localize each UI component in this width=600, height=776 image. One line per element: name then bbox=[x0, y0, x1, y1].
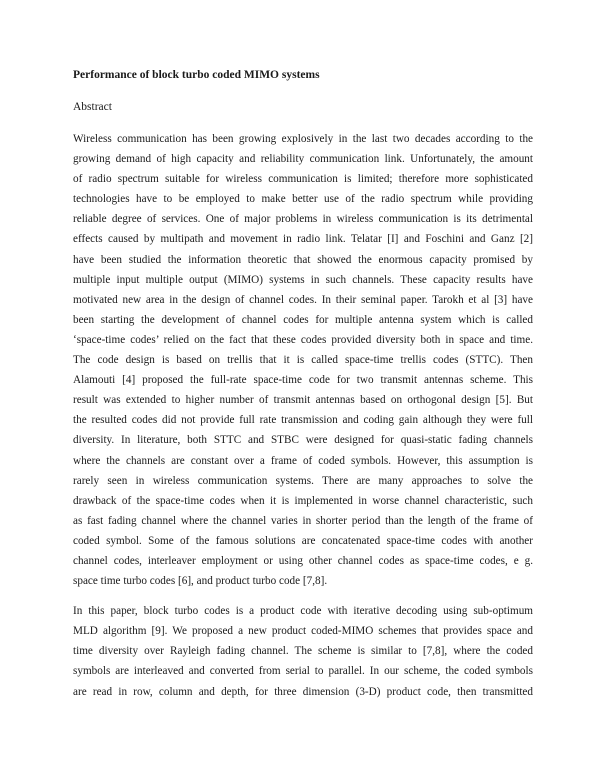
text-line: MLD algorithm [9]. We proposed a new product coded-MIMO schemes that provides space and bbox=[73, 625, 533, 638]
text-line: Wireless communication has been growing explosively in the last two decades according to the bbox=[73, 133, 533, 145]
text-line: drawback of the space-time codes when it is implemented in worse channel characteristic, such bbox=[73, 494, 533, 507]
text-line: symbols are interleaved and converted from serial to parallel. In our scheme, the coded symbols bbox=[73, 665, 533, 678]
text-line: are read in row, column and depth, for three dimension (3-D) product code, then transmitted bbox=[73, 685, 533, 698]
paper-title: Performance of block turbo coded MIMO systems bbox=[73, 69, 320, 81]
text-line: motivated new area in the design of channel codes. In their seminal paper. Tarokh et al [3] have bbox=[73, 293, 533, 306]
text-line: In this paper, block turbo codes is a product code with iterative decoding using sub-optimum bbox=[73, 605, 533, 618]
text-line: reliable degree of services. One of major problems in wireless communication is its detrimental bbox=[73, 213, 533, 226]
document-page bbox=[73, 68, 533, 702]
text-line: ‘space-time codes’ relied on the fact that these codes provided diversity both in space and time. bbox=[73, 333, 533, 346]
text-line: space time turbo codes [6], and product turbo code [7,8]. bbox=[73, 575, 328, 588]
text-line: diversity. In literature, both STTC and STBC were designed for quasi-static fading channels bbox=[73, 434, 533, 447]
text-line: coded symbol. Some of the famous solutions are concatenated space-time codes with another bbox=[73, 534, 533, 547]
text-line: result was extended to higher number of transmit antennas based on orthogonal design [5]. But bbox=[73, 394, 533, 407]
text-line: growing demand of high capacity and reliability communication link. Unfortunately, the amount bbox=[73, 153, 533, 166]
text-line: where the channels are constant over a frame of coded symbols. However, this assumption is bbox=[73, 454, 533, 467]
text-line: of radio spectrum suitable for wireless communication is limited; therefore more sophisticated bbox=[73, 173, 533, 186]
abstract-paragraph-2 bbox=[73, 601, 533, 701]
text-line: as fast fading channel where the channel varies in shorter period than the length of the frame of bbox=[73, 514, 533, 527]
text-line: effects caused by multipath and movement in radio link. Telatar [I] and Foschini and Ganz [2] bbox=[73, 233, 533, 246]
text-line: the resulted codes did not provide full rate transmission and coding gain although they were full bbox=[73, 414, 533, 427]
text-line: Alamouti [4] proposed the full-rate space-time code for two transmit antennas scheme. This bbox=[73, 374, 533, 387]
text-line: rarely seen in wireless communication systems. There are many approaches to solve the bbox=[73, 474, 533, 487]
text-line: channel codes, interleaver employment or using other channel codes as space-time codes, e g. bbox=[73, 554, 533, 567]
text-line: multiple input multiple output (MIMO) systems in such channels. These capacity results have bbox=[73, 273, 533, 286]
text-line: technologies have to be employed to make better use of the radio spectrum while providing bbox=[73, 193, 533, 206]
text-line: time diversity over Rayleigh fading channel. The scheme is similar to [7,8], where the coded bbox=[73, 645, 533, 658]
text-line: The code design is based on trellis that it is called space-time trellis codes (STTC). Then bbox=[73, 354, 533, 367]
text-line: been starting the development of channel codes for multiple antenna system which is called bbox=[73, 313, 533, 326]
text-line: have been studied the information theoretic that showed the enormous capacity promised by bbox=[73, 253, 533, 266]
abstract-heading: Abstract bbox=[73, 101, 112, 113]
abstract-paragraph-1 bbox=[73, 129, 533, 591]
